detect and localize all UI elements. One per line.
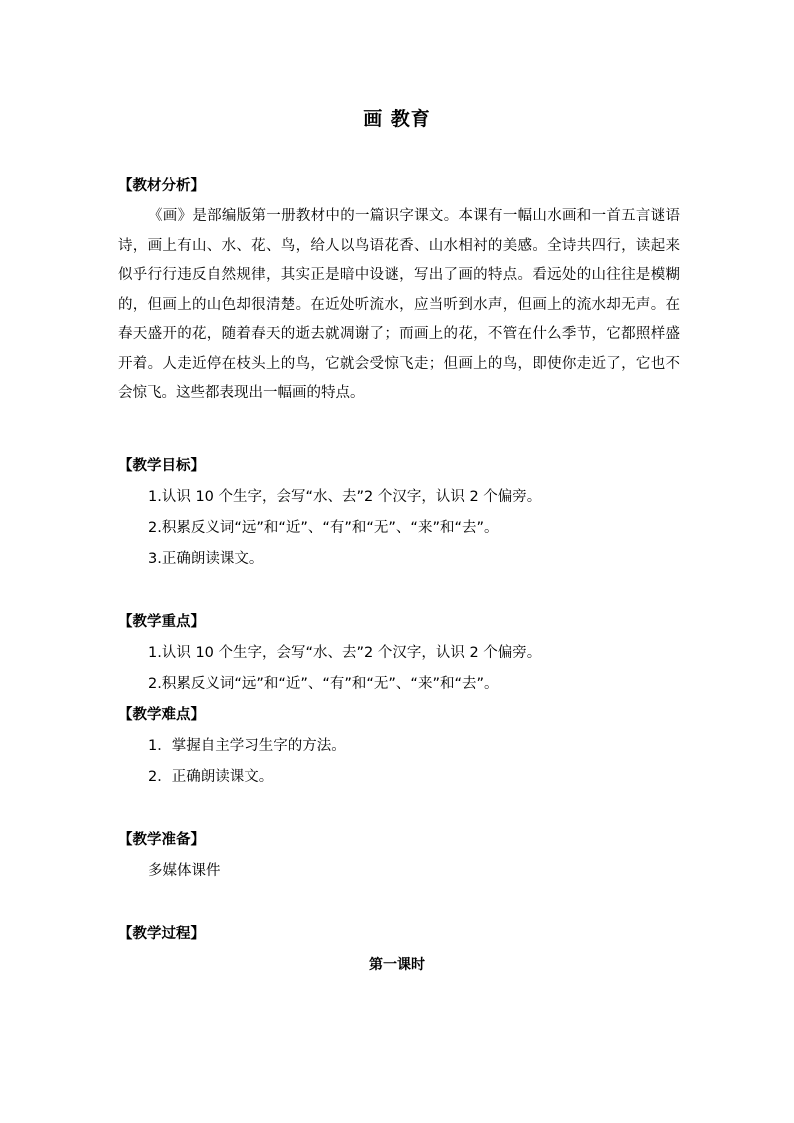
analysis-paragraph: 《画》是部编版第一册教材中的一篇识字课文。本课有一幅山水画和一首五言谜语诗，画上有山、水、花、鸟，给人以鸟语花香、山水相衬的美感。全诗共四行，读起来似乎行行违反自然规律，其实正是暗中设谜，写出了画的特点。看远处的山往往是模糊的，但画上的山色却很清楚。在近处听流水，应当听到水声，但画上的流水却无声。在春天盛开的花，随着春天的逝去就凋谢了；而画上的花，不管在什么季节，它都照样盛开着。人走近停在枝头上的鸟，它就会受惊飞走；但画上的鸟，即使你走近了，它也不会惊飞。这些都表现出一幅画的特点。 bbox=[118, 208, 680, 401]
heading-difficulties: 【教学难点】 bbox=[118, 707, 205, 723]
heading-analysis: 【教材分析】 bbox=[118, 178, 205, 194]
heading-process: 【教学过程】 bbox=[118, 926, 205, 942]
process-subheading: 第一课时 bbox=[369, 957, 425, 973]
goal-item: 1.认识 10 个生字，会写“水、去”2 个汉字，认识 2 个偏旁。 bbox=[148, 489, 542, 505]
goal-item: 3.正确朗读课文。 bbox=[148, 551, 264, 567]
document-title: 画 教育 bbox=[363, 108, 431, 130]
difficulty-item: 1．掌握自主学习生字的方法。 bbox=[148, 738, 346, 754]
preparation-item: 多媒体课件 bbox=[148, 863, 221, 879]
keypoint-item: 1.认识 10 个生字，会写“水、去”2 个汉字，认识 2 个偏旁。 bbox=[148, 645, 542, 661]
difficulty-item: 2．正确朗读课文。 bbox=[148, 769, 274, 785]
heading-goals: 【教学目标】 bbox=[118, 458, 205, 474]
heading-keypoints: 【教学重点】 bbox=[118, 614, 205, 630]
heading-preparation: 【教学准备】 bbox=[118, 832, 205, 848]
keypoint-item: 2.积累反义词“远”和“近”、“有”和“无”、“来”和“去”。 bbox=[148, 676, 499, 692]
goal-item: 2.积累反义词“远”和“近”、“有”和“无”、“来”和“去”。 bbox=[148, 520, 499, 536]
